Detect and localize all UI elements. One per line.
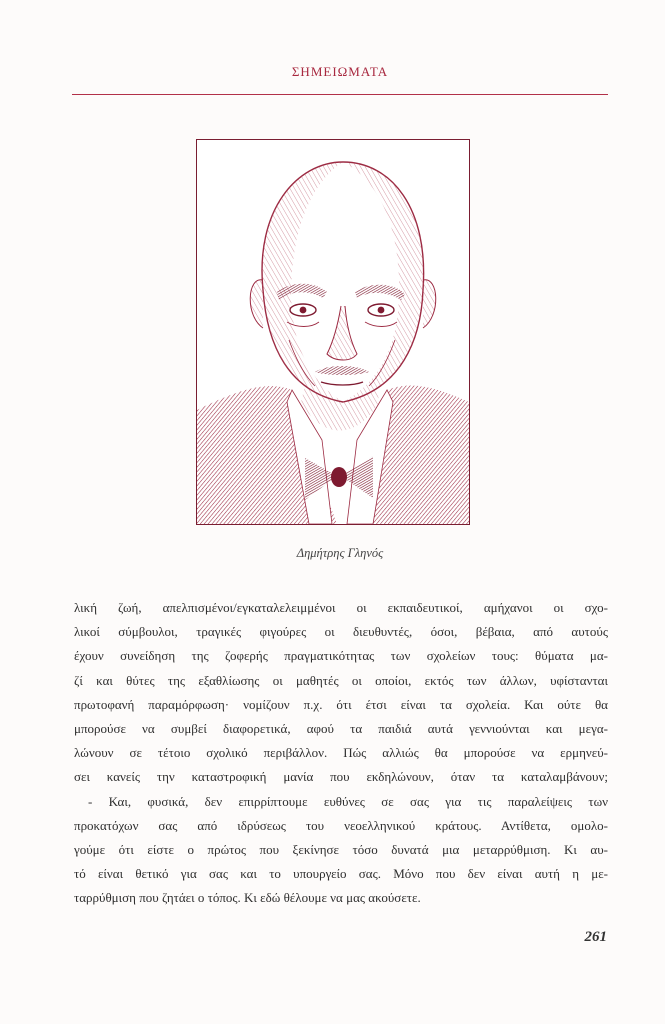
text-line: έχουν συνείδηση της ζοφερής πραγματικότητας των σχολείων τους: θύματα μα- (74, 648, 608, 664)
text-line: μπορούσε να συμβεί διαφορετικά, αφού τα παιδιά αυτά γεννιούνται και μεγα- (74, 721, 608, 737)
text-line: ταρρύθμιση που ζητάει ο τόπος. Κι εδώ θέλουμε να μας ακούσετε. (74, 890, 421, 906)
page-number: 261 (584, 929, 607, 945)
body-text (74, 596, 608, 911)
text-line: σει κανείς την καταστροφική μανία που εκδηλώνουν, όταν τα καταλαμβάνουν; (74, 769, 608, 785)
text-line: πρωτοφανή παραμόρφωση· νομίζουν π.χ. ότι έτσι είναι τα σχολεία. Και ούτε θα (74, 696, 608, 712)
text-line: ζί και θύτες της εξαθλίωσης οι μαθητές οι οποίοι, εκτός των άλλων, υφίστανται (74, 672, 608, 688)
header-rule (72, 94, 608, 95)
text-line: προκατόχων σας από ιδρύσεως του νεοελληνικού κράτους. Αντίθετα, ομολο- (74, 817, 608, 833)
figure-caption: Δημήτρης Γληνός (296, 546, 384, 560)
text-line: λικοί σύμβουλοι, τραγικές φιγούρες οι διευθυντές, όσοι, βέβαια, από αυτούς (74, 624, 608, 640)
text-line: τό είναι θετικό για σας και το υπουργείο σας. Μόνο που δεν είναι αυτή η με- (74, 866, 608, 882)
text-line: λώνουν σε τέτοιο σχολικό περιβάλλον. Πώς αλλιώς θα μπορούσε να ερμηνεύ- (74, 745, 608, 761)
text-line: λική ζωή, απελπισμένοι/εγκαταλελειμμένοι οι εκπαιδευτικοί, αμήχανοι οι σχο- (74, 600, 608, 615)
text-line: γούμε ότι είστε ο πρώτος που ξεκίνησε τόσο δυνατά μια μεταρρύθμιση. Κι αυ- (74, 842, 608, 858)
portrait-illustration (197, 140, 469, 524)
portrait-engraving (196, 139, 470, 525)
text-line: - Και, φυσικά, δεν επιρρίπτουμε ευθύνες σε σας για τις παραλείψεις των (88, 793, 608, 809)
running-header: ΣΗΜΕΙΩΜΑΤΑ (291, 64, 389, 79)
